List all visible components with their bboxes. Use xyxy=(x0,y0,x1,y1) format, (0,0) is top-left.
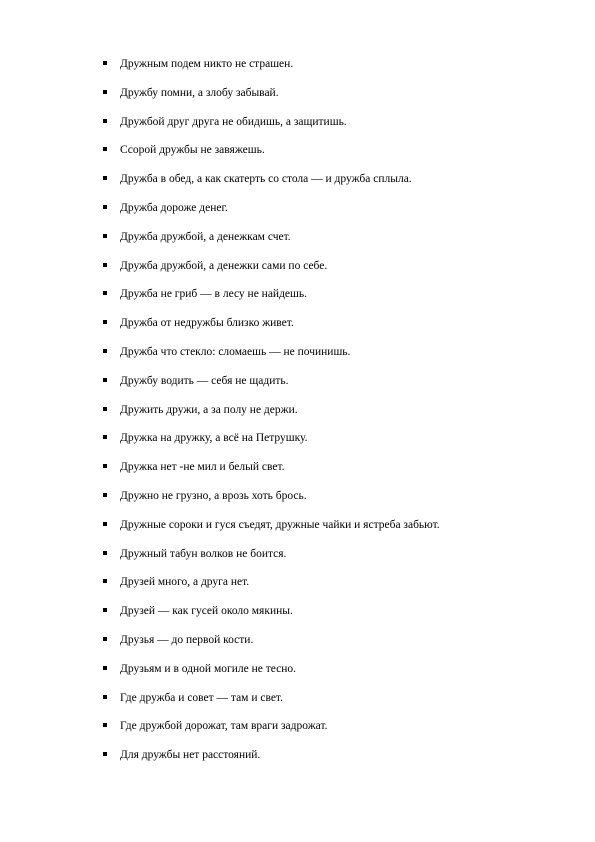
list-item xyxy=(103,546,573,575)
bullet-icon xyxy=(103,608,107,612)
bullet-icon xyxy=(103,205,107,209)
list-item xyxy=(103,142,573,171)
bullet-icon xyxy=(103,263,107,267)
bullet-icon xyxy=(103,493,107,497)
bullet-icon xyxy=(103,234,107,238)
proverb-text: Дружба не гриб — в лесу не найдешь. xyxy=(120,288,308,301)
list-item xyxy=(103,286,573,315)
bullet-icon xyxy=(103,464,107,468)
bullet-icon xyxy=(103,435,107,439)
list-item xyxy=(103,430,573,459)
bullet-icon xyxy=(103,378,107,382)
proverb-text: Дружба дружбой, а денежкам счет. xyxy=(120,230,291,243)
proverb-text: Дружно не грузно, а врозь хоть брось. xyxy=(120,489,307,502)
bullet-icon xyxy=(103,579,107,583)
list-item xyxy=(103,574,573,603)
bullet-icon xyxy=(103,176,107,180)
list-item xyxy=(103,85,573,114)
proverb-text: Дружбу помни, а злобу забывай. xyxy=(120,86,279,99)
proverb-text: Дружка на дружку, а всё на Петрушку. xyxy=(120,432,308,445)
proverb-text: Дружба дороже денег. xyxy=(120,201,228,214)
proverb-text: Дружбой друг друга не обидишь, а защитишь. xyxy=(120,115,347,128)
bullet-icon xyxy=(103,551,107,555)
proverb-text: Дружба от недружбы близко живет. xyxy=(120,317,294,330)
proverb-text: Дружба что стекло: сломаешь — не починишь. xyxy=(120,345,351,358)
proverb-text: Где дружбой дорожат, там враги задрожат. xyxy=(120,720,328,733)
list-item xyxy=(103,632,573,661)
list-item xyxy=(103,690,573,719)
list-item xyxy=(103,718,573,747)
proverb-text: Друзьям и в одной могиле не тесно. xyxy=(120,662,297,675)
list-item xyxy=(103,171,573,200)
bullet-icon xyxy=(103,407,107,411)
proverb-text: Где дружба и совет — там и свет. xyxy=(120,691,283,704)
proverb-text: Ссорой дружбы не завяжешь. xyxy=(120,144,265,157)
proverb-text: Дружка нет -не мил и белый свет. xyxy=(120,461,285,474)
list-item xyxy=(103,517,573,546)
bullet-icon xyxy=(103,61,107,65)
list-item xyxy=(103,661,573,690)
bullet-icon xyxy=(103,637,107,641)
bullet-icon xyxy=(103,349,107,353)
proverb-text: Дружные сороки и гуся съедят, дружные чайки и ястреба забьют. xyxy=(120,518,440,531)
proverb-text: Дружба дружбой, а денежки сами по себе. xyxy=(120,259,328,272)
bullet-icon xyxy=(103,752,107,756)
bullet-icon xyxy=(103,147,107,151)
proverb-text: Друзья — до первой кости. xyxy=(120,633,254,646)
list-item xyxy=(103,258,573,287)
list-item xyxy=(103,114,573,143)
list-item xyxy=(103,603,573,632)
list-item xyxy=(103,229,573,258)
list-item xyxy=(103,402,573,431)
bullet-icon xyxy=(103,119,107,123)
list-item xyxy=(103,488,573,517)
proverb-text: Для дружбы нет расстояний. xyxy=(120,749,261,762)
proverb-text: Дружба в обед, а как скатерть со стола — и дружба сплыла. xyxy=(120,173,412,186)
list-item xyxy=(103,56,573,85)
proverb-text: Дружить дружи, а за полу не держи. xyxy=(120,403,298,416)
bullet-icon xyxy=(103,90,107,94)
proverb-text: Дружным подем никто не страшен. xyxy=(120,58,294,70)
bullet-icon xyxy=(103,695,107,699)
bullet-icon xyxy=(103,522,107,526)
list-item xyxy=(103,747,573,776)
list-item xyxy=(103,459,573,488)
proverb-text: Дружный табун волков не боится. xyxy=(120,547,287,560)
list-item xyxy=(103,344,573,373)
list-item xyxy=(103,315,573,344)
proverb-list xyxy=(103,56,573,776)
bullet-icon xyxy=(103,320,107,324)
proverb-text: Друзей много, а друга нет. xyxy=(120,576,250,589)
proverb-text: Дружбу водить — себя не щадить. xyxy=(120,374,289,387)
list-item xyxy=(103,200,573,229)
proverb-text: Друзей — как гусей около мякины. xyxy=(120,605,293,618)
bullet-icon xyxy=(103,291,107,295)
bullet-icon xyxy=(103,666,107,670)
list-item xyxy=(103,373,573,402)
bullet-icon xyxy=(103,723,107,727)
